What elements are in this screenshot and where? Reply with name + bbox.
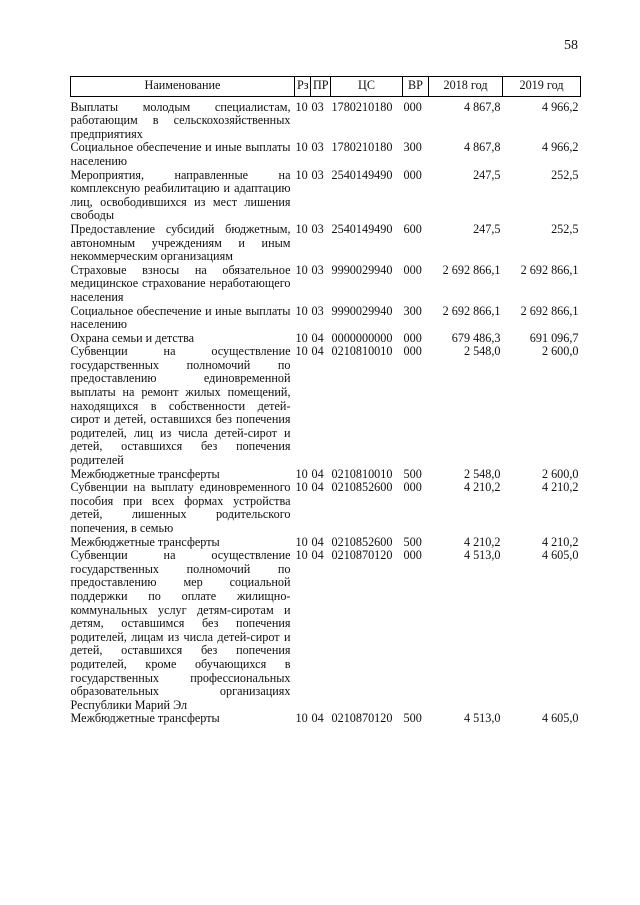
cell-cs: 0000000000 xyxy=(331,330,393,345)
budget-table xyxy=(70,76,581,726)
cell-cs: 1780210180 xyxy=(331,140,393,155)
table-header xyxy=(71,77,581,97)
cell-name: Предоставление субсидий бюджетным, автономным учреждениям и иным некоммерческим организациям xyxy=(70,221,291,264)
header-pr: ПР xyxy=(311,77,331,97)
cell-2019: 4 210,2 xyxy=(541,480,579,495)
table-row xyxy=(71,223,581,264)
cell-name: Межбюджетные трансферты xyxy=(70,711,220,726)
cell-cs: 0210870120 xyxy=(331,548,393,563)
cell-name: Социальное обеспечение и иные выплаты населению xyxy=(70,303,291,332)
cell-vr: 000 xyxy=(403,167,422,182)
cell-rz: 10 xyxy=(295,711,308,726)
cell-name: Субвенции на осуществление государственных полномочий по предоставлению мер социальной поддержки по оплате жилищно-коммунальных услуг детям-сиротам и детям, оставшимся без попечения родителей, лицам из числа детей-сирот и детей, оставшихся без попечения родителей, кроме обучающихся в государственных профессиональных образовательных организациях Республики Марий Эл xyxy=(70,548,291,712)
cell-2019: 252,5 xyxy=(551,221,579,236)
cell-name: Социальное обеспечение и иные выплаты населению xyxy=(70,140,291,168)
cell-2018: 247,5 xyxy=(473,221,501,236)
cell-pr: 04 xyxy=(311,548,324,563)
cell-2019: 4 966,2 xyxy=(541,99,579,114)
table-row xyxy=(71,169,581,223)
table-row xyxy=(71,101,581,142)
cell-name: Выплаты молодым специалистам, работающим в сельскохозяйственных предприятиях xyxy=(70,99,291,141)
cell-rz: 10 xyxy=(295,221,308,236)
cell-pr: 04 xyxy=(311,711,324,726)
cell-cs: 2540149490 xyxy=(331,221,393,236)
cell-2019: 4 605,0 xyxy=(541,711,579,726)
cell-2019: 2 600,0 xyxy=(541,344,579,359)
cell-2018: 4 867,8 xyxy=(463,99,501,114)
cell-pr: 03 xyxy=(311,262,324,277)
cell-rz: 10 xyxy=(295,303,308,318)
cell-2018: 4 210,2 xyxy=(463,480,501,495)
table-row xyxy=(71,264,581,305)
cell-pr: 03 xyxy=(311,99,324,114)
cell-2019: 691 096,7 xyxy=(529,330,579,345)
cell-cs: 0210870120 xyxy=(331,711,393,726)
cell-2019: 2 692 866,1 xyxy=(520,303,579,318)
cell-cs: 0210810010 xyxy=(331,344,393,359)
cell-rz: 10 xyxy=(295,466,308,481)
cell-pr: 04 xyxy=(311,344,324,359)
cell-vr: 500 xyxy=(403,466,422,481)
cell-2018: 4 867,8 xyxy=(463,140,501,155)
table-row xyxy=(71,468,581,482)
cell-2019: 4 605,0 xyxy=(541,548,579,563)
cell-vr: 300 xyxy=(403,140,422,155)
table-row xyxy=(71,332,581,346)
table-body xyxy=(71,96,581,726)
cell-name: Субвенции на выплату единовременного пособия при всех формах устройства детей, лишенных родительского попечения, в семью xyxy=(70,480,291,535)
header-row xyxy=(71,77,581,97)
cell-vr: 000 xyxy=(403,480,422,495)
header-cs: ЦС xyxy=(331,77,403,97)
cell-2018: 679 486,3 xyxy=(451,330,501,345)
cell-cs: 0210852600 xyxy=(331,480,393,495)
cell-rz: 10 xyxy=(295,140,308,155)
cell-vr: 000 xyxy=(403,344,422,359)
table-row xyxy=(71,536,581,550)
cell-vr: 000 xyxy=(403,99,422,114)
table-row xyxy=(71,481,581,535)
cell-name: Субвенции на осуществление государственных полномочий по предоставлению единовременной выплаты на ремонт жилых помещений, находящихся в собственности детей-сирот и детей, оставшихся без попечения родителей, лиц из числа детей-сирот и детей, оставшихся без попечения родителей xyxy=(70,344,291,468)
cell-2019: 4 966,2 xyxy=(541,140,579,155)
cell-2018: 4 513,0 xyxy=(463,548,501,563)
cell-vr: 300 xyxy=(403,303,422,318)
cell-name: Охрана семьи и детства xyxy=(70,330,195,345)
cell-pr: 04 xyxy=(311,534,324,549)
table-row xyxy=(71,305,581,332)
cell-2018: 2 548,0 xyxy=(463,344,501,359)
cell-cs: 9990029940 xyxy=(331,262,393,277)
cell-rz: 10 xyxy=(295,262,308,277)
cell-2018: 2 548,0 xyxy=(463,466,501,481)
cell-rz: 10 xyxy=(295,99,308,114)
cell-rz: 10 xyxy=(295,548,308,563)
header-rz: Рз xyxy=(295,77,311,97)
cell-2019: 2 600,0 xyxy=(541,466,579,481)
page-number: 58 xyxy=(564,38,578,53)
table-row xyxy=(71,345,581,467)
cell-vr: 500 xyxy=(403,711,422,726)
cell-name: Мероприятия, направленные на комплексную реабилитацию и адаптацию лиц, освободившихся из мест лишения свободы xyxy=(70,167,291,223)
header-vr: ВР xyxy=(403,77,429,97)
cell-vr: 500 xyxy=(403,534,422,549)
cell-2018: 4 513,0 xyxy=(463,711,501,726)
table-row xyxy=(71,549,581,712)
cell-vr: 000 xyxy=(403,548,422,563)
cell-cs: 0210810010 xyxy=(331,466,393,481)
cell-cs: 0210852600 xyxy=(331,534,393,549)
cell-pr: 03 xyxy=(311,221,324,236)
cell-2019: 2 692 866,1 xyxy=(520,262,579,277)
cell-2019: 252,5 xyxy=(551,167,579,182)
cell-2018: 4 210,2 xyxy=(463,534,501,549)
header-2018: 2018 год xyxy=(429,77,503,97)
cell-pr: 03 xyxy=(311,140,324,155)
cell-vr: 000 xyxy=(403,262,422,277)
table-row xyxy=(71,141,581,168)
cell-pr: 03 xyxy=(311,303,324,318)
cell-cs: 2540149490 xyxy=(331,167,393,182)
cell-2018: 2 692 866,1 xyxy=(442,262,501,277)
cell-name: Межбюджетные трансферты xyxy=(70,466,220,481)
cell-pr: 04 xyxy=(311,330,324,345)
cell-2018: 247,5 xyxy=(473,167,501,182)
cell-2019: 4 210,2 xyxy=(541,534,579,549)
cell-cs: 9990029940 xyxy=(331,303,393,318)
cell-pr: 04 xyxy=(311,480,324,495)
cell-cs: 1780210180 xyxy=(331,99,393,114)
header-name: Наименование xyxy=(71,77,295,97)
cell-rz: 10 xyxy=(295,534,308,549)
cell-name: Страховые взносы на обязательное медицинское страхование неработающего населения xyxy=(70,262,291,304)
cell-rz: 10 xyxy=(295,167,308,182)
cell-pr: 03 xyxy=(311,167,324,182)
cell-rz: 10 xyxy=(295,330,308,345)
table-row xyxy=(71,712,581,726)
cell-vr: 600 xyxy=(403,221,422,236)
cell-name: Межбюджетные трансферты xyxy=(70,534,220,549)
cell-rz: 10 xyxy=(295,344,308,359)
cell-2018: 2 692 866,1 xyxy=(442,303,501,318)
header-2019: 2019 год xyxy=(503,77,581,97)
cell-pr: 04 xyxy=(311,466,324,481)
cell-rz: 10 xyxy=(295,480,308,495)
cell-vr: 000 xyxy=(403,330,422,345)
